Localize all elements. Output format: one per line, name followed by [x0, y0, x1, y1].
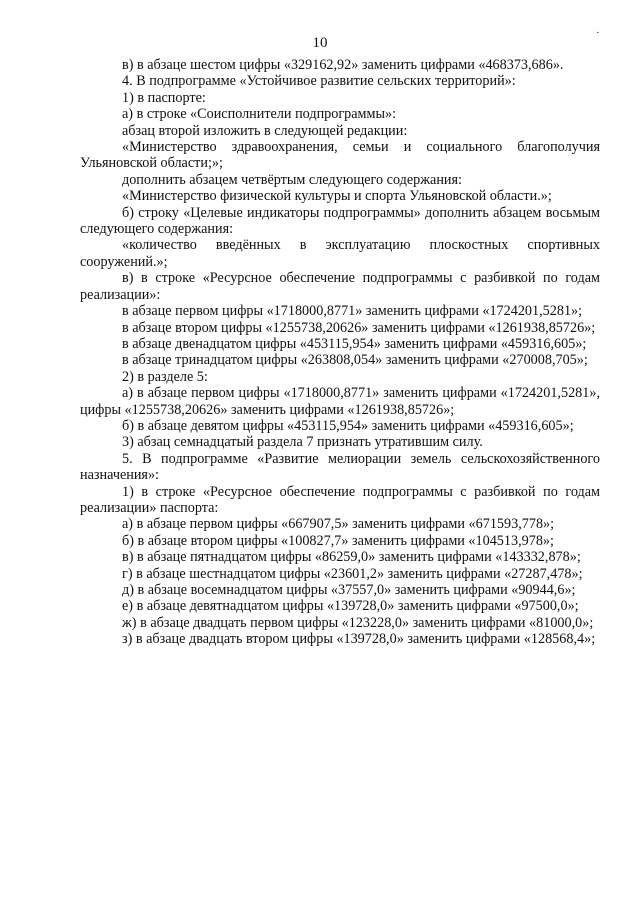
paragraph: а) в абзаце первом цифры «667907,5» заменить цифрами «671593,778»; [122, 516, 555, 533]
paragraph: в абзаце втором цифры «1255738,20626» заменить цифрами «1261938,85726»; [122, 319, 596, 336]
paragraph: 4. В подпрограмме «Устойчивое развитие сельских территорий»: [122, 73, 516, 90]
document-body [80, 57, 600, 648]
paragraph: в) в строке «Ресурсное обеспечение подпрограммы с разбивкой по годам реализации»: [80, 270, 600, 303]
paragraph: в абзаце тринадцатом цифры «263808,054» заменить цифрами «270008,705»; [122, 352, 588, 369]
page-number: 10 [312, 35, 328, 51]
paragraph: б) в абзаце девятом цифры «453115,954» заменить цифрами «459316,605»; [122, 417, 574, 434]
paragraph: а) в строке «Соисполнители подпрограммы»: [122, 106, 397, 123]
paragraph: б) в абзаце втором цифры «100827,7» заменить цифрами «104513,978»; [122, 532, 554, 549]
paragraph: «количество введённых в эксплуатацию плоскостных спортивных сооружений.»; [80, 237, 600, 270]
paragraph: 2) в разделе 5: [122, 368, 208, 385]
paragraph: 1) в строке «Ресурсное обеспечение подпрограммы с разбивкой по годам реализации» паспорта: [80, 483, 600, 516]
paragraph: д) в абзаце восемнадцатом цифры «37557,0» заменить цифрами «90944,6»; [122, 582, 576, 598]
paragraph: в абзаце двенадцатом цифры «453115,954» заменить цифрами «459316,605»; [122, 335, 587, 352]
paragraph: в) в абзаце пятнадцатом цифры «86259,0» заменить цифрами «143332,878»; [122, 549, 581, 566]
paragraph: ж) в абзаце двадцать первом цифры «123228,0» заменить цифрами «81000,0»; [122, 614, 594, 631]
paragraph: 1) в паспорте: [122, 89, 206, 106]
paragraph: г) в абзаце шестнадцатом цифры «23601,2» заменить цифрами «27287,478»; [122, 565, 583, 582]
paragraph: абзац второй изложить в следующей редакции: [122, 122, 408, 139]
paragraph: дополнить абзацем четвёртым следующего содержания: [122, 171, 462, 188]
corner-mark: · [596, 27, 600, 39]
paragraph: в абзаце первом цифры «1718000,8771» заменить цифрами «1724201,5281»; [122, 303, 583, 320]
paragraph: 3) абзац семнадцатый раздела 7 признать утратившим силу. [122, 434, 483, 451]
paragraph: б) строку «Целевые индикаторы подпрограммы» дополнить абзацем восьмым следующего содержания: [80, 204, 600, 238]
paragraph: 5. В подпрограмме «Развитие мелиорации земель сельскохозяйственного назначения»: [80, 450, 600, 484]
paragraph: а) в абзаце первом цифры «1718000,8771» заменить цифрами «1724201,5281», цифры «1255738,20626» заменить цифрами «1261938,85726»; [80, 385, 600, 418]
paragraph: е) в абзаце девятнадцатом цифры «139728,0» заменить цифрами «97500,0»; [122, 598, 579, 615]
paragraph: «Министерство физической культуры и спорта Ульяновской области.»; [122, 188, 552, 205]
paragraph: в) в абзаце шестом цифры «329162,92» заменить цифрами «468373,686». [122, 57, 564, 73]
paragraph: «Министерство здравоохранения, семьи и социального благополучия Ульяновской области;»; [80, 139, 600, 172]
paragraph: з) в абзаце двадцать втором цифры «139728,0» заменить цифрами «128568,4»; [122, 631, 596, 648]
